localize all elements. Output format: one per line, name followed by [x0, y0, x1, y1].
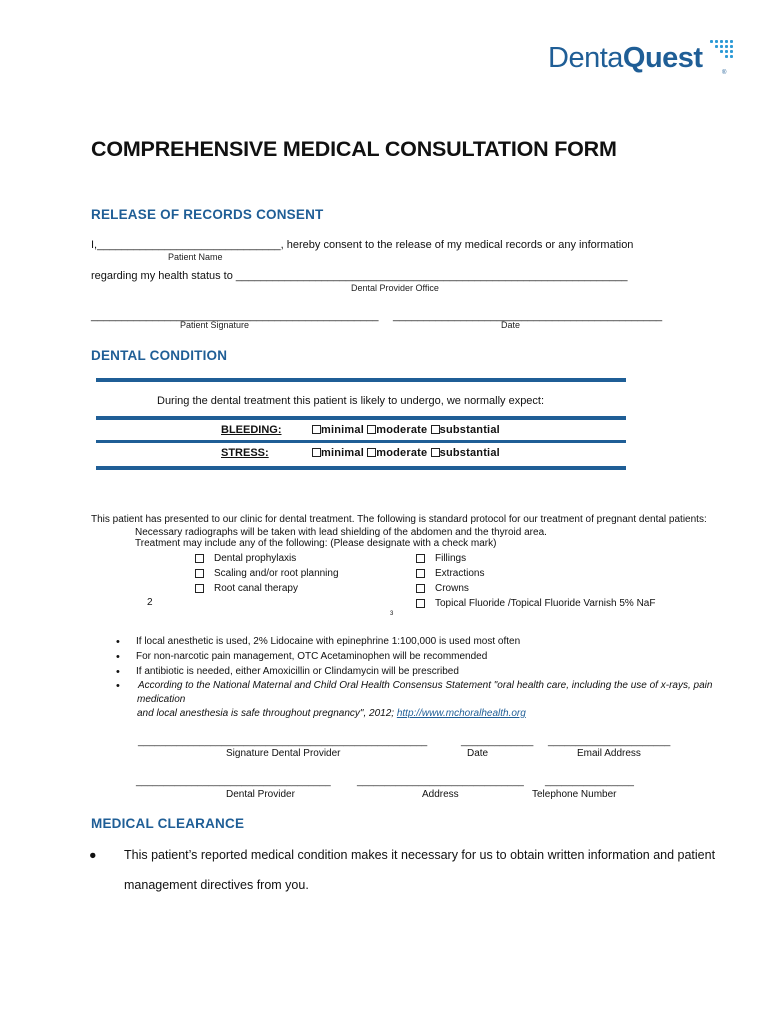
treatment-item[interactable]: Topical Fluoride /Topical Fluoride Varnish 5% NaF — [416, 598, 655, 609]
treatment-list-left — [195, 553, 339, 594]
bullet-item: • For non-narcotic pain management, OTC Acetaminophen will be recommended — [116, 651, 488, 663]
provider-signature-label: Signature Dental Provider — [226, 748, 341, 759]
divider — [96, 378, 626, 382]
medical-line-2: management directives from you. — [124, 878, 309, 892]
bleeding-moderate-checkbox[interactable] — [367, 425, 376, 434]
dental-intro: During the dental treatment this patient is likely to undergo, we normally expect: — [157, 395, 545, 407]
stress-minimal-checkbox[interactable] — [312, 448, 321, 457]
provider-address-label: Address — [422, 789, 459, 800]
bleeding-substantial-checkbox[interactable] — [431, 425, 440, 434]
logo-dot — [730, 45, 733, 48]
treatment-checkbox[interactable] — [195, 554, 204, 563]
logo-dot — [725, 45, 728, 48]
provider-date-line[interactable]: _____________ — [461, 736, 534, 747]
provider-phone-label: Telephone Number — [532, 789, 617, 800]
bleeding-label: BLEEDING: — [221, 424, 282, 436]
protocol-line-1: This patient has presented to our clinic for dental treatment. The following is standard protocol for our treatment of pregnant dental patients: — [91, 514, 707, 525]
treatment-item[interactable]: Crowns — [416, 583, 655, 594]
logo-trademark: ® — [722, 70, 727, 76]
bullet-item: • If local anesthetic is used, 2% Lidocaine with epinephrine 1:100,000 is used most often — [116, 636, 521, 648]
logo-dot — [720, 40, 723, 43]
consent-line-2[interactable]: regarding my health status to ________________________________________________________________ — [91, 270, 628, 282]
logo-dot — [715, 40, 718, 43]
treatment-checkbox[interactable] — [195, 584, 204, 593]
medical-line-1: This patient’s reported medical condition makes it necessary for us to obtain written information and patient — [124, 848, 716, 862]
footnote-number-2: 2 — [147, 597, 153, 608]
logo-dot — [730, 50, 733, 53]
treatment-item[interactable]: Fillings — [416, 553, 655, 564]
treatment-checkbox[interactable] — [416, 569, 425, 578]
treatment-checkbox[interactable] — [195, 569, 204, 578]
treatment-item[interactable]: Scaling and/or root planning — [195, 568, 339, 579]
logo-dot — [720, 45, 723, 48]
consent-date-label: Date — [501, 320, 521, 330]
treatment-item[interactable]: Extractions — [416, 568, 655, 579]
bullet-icon: ● — [89, 848, 97, 862]
logo-dot — [720, 50, 723, 53]
consent-date-line[interactable]: ____________________________________________ — [393, 310, 663, 322]
logo-dot — [725, 40, 728, 43]
dentaquest-logo — [548, 42, 727, 76]
protocol-line-3: Treatment may include any of the following: (Please designate with a check mark) — [135, 538, 497, 549]
dental-office-label: Dental Provider Office — [351, 283, 439, 293]
consensus-line-3: and local anesthesia is safe throughout pregnancy", 2012; http://www.mchoralhealth.org — [137, 708, 526, 719]
logo-dots-icon — [710, 40, 736, 60]
patient-name-label: Patient Name — [168, 252, 223, 262]
consensus-line-2: medication — [137, 694, 186, 705]
provider-email-line[interactable]: ______________________ — [548, 736, 671, 747]
logo-dot — [725, 55, 728, 58]
divider — [96, 466, 626, 470]
logo-dot — [725, 50, 728, 53]
provider-name-line[interactable]: ___________________________________ — [136, 776, 331, 787]
stress-moderate-checkbox[interactable] — [367, 448, 376, 457]
release-heading: RELEASE OF RECORDS CONSENT — [91, 207, 324, 222]
treatment-list-right — [416, 553, 655, 609]
page-title: COMPREHENSIVE MEDICAL CONSULTATION FORM — [91, 137, 617, 161]
provider-date-label: Date — [467, 748, 489, 759]
logo-wordmark: DentaQuest — [548, 42, 703, 74]
treatment-checkbox[interactable] — [416, 599, 425, 608]
stress-label: STRESS: — [221, 447, 269, 459]
consent-line-1[interactable]: I,______________________________, hereby consent to the release of my medical records or any information — [91, 239, 634, 251]
provider-email-label: Email Address — [577, 748, 641, 759]
provider-name-label: Dental Provider — [226, 789, 295, 800]
medical-heading: MEDICAL CLEARANCE — [91, 816, 245, 831]
treatment-item[interactable]: Root canal therapy — [195, 583, 339, 594]
patient-signature-line[interactable]: _______________________________________________ — [91, 310, 379, 322]
divider — [96, 440, 626, 443]
bleeding-minimal-checkbox[interactable] — [312, 425, 321, 434]
logo-dot — [715, 45, 718, 48]
provider-address-line[interactable]: ______________________________ — [357, 776, 524, 787]
bullet-item: • If antibiotic is needed, either Amoxicillin or Clindamycin will be prescribed — [116, 666, 459, 678]
footnote-number-3: 3 — [390, 611, 394, 617]
dental-heading: DENTAL CONDITION — [91, 348, 228, 363]
divider — [96, 416, 626, 420]
logo-dot — [710, 40, 713, 43]
patient-signature-label: Patient Signature — [180, 320, 250, 330]
bullet-item: • According to the National Maternal and Child Oral Health Consensus Statement "oral health care, including the use of x-rays, pain — [116, 680, 713, 692]
protocol-line-2: Necessary radiographs will be taken with lead shielding of the abdomen and the thyroid area. — [135, 527, 547, 538]
stress-substantial-checkbox[interactable] — [431, 448, 440, 457]
bleeding-options: minimal moderate substantial — [312, 424, 500, 436]
provider-signature-line[interactable]: ____________________________________________________ — [138, 736, 428, 747]
logo-dot — [730, 55, 733, 58]
provider-phone-line[interactable]: ________________ — [545, 776, 634, 787]
treatment-checkbox[interactable] — [416, 584, 425, 593]
stress-options: minimal moderate substantial — [312, 447, 500, 459]
mchoralhealth-link[interactable]: http://www.mchoralhealth.org — [396, 708, 526, 719]
logo-dot — [730, 40, 733, 43]
treatment-checkbox[interactable] — [416, 554, 425, 563]
treatment-item[interactable]: Dental prophylaxis — [195, 553, 339, 564]
